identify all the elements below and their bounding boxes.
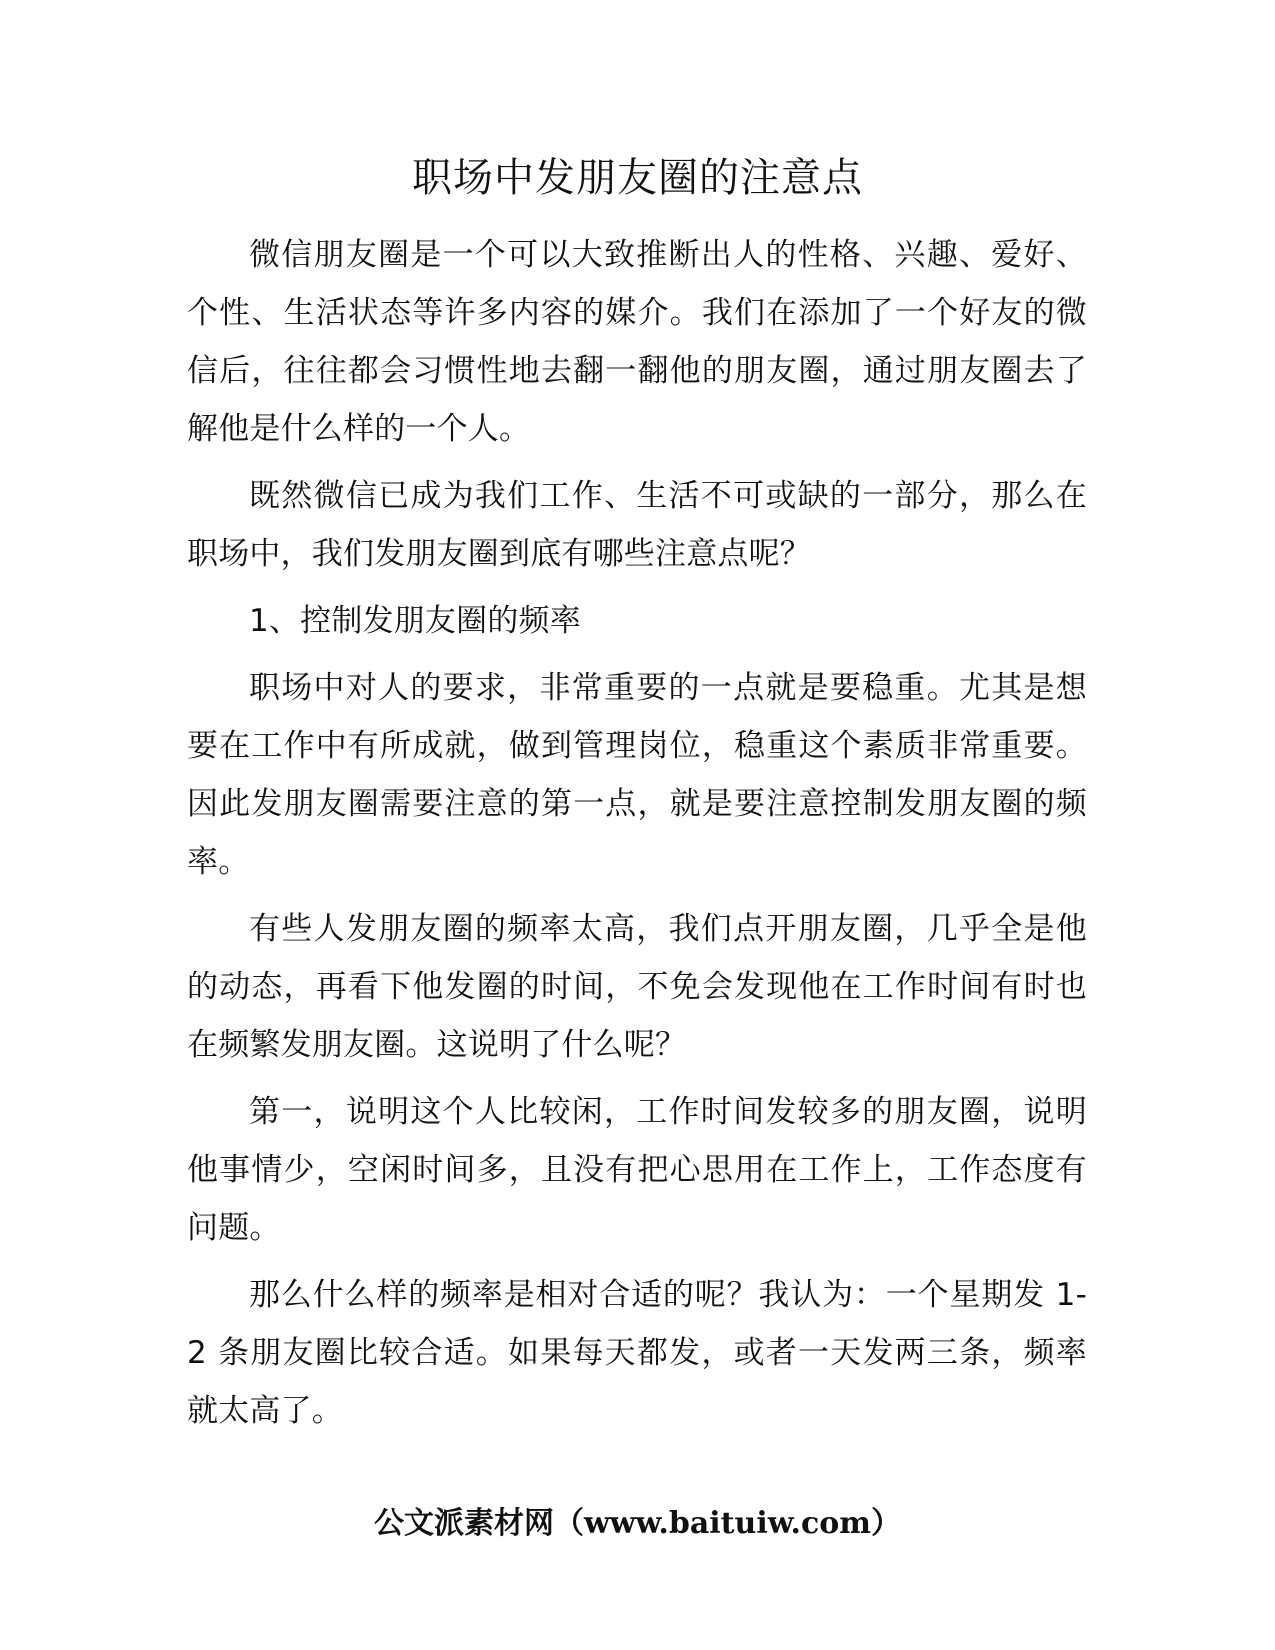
document-body bbox=[187, 226, 1087, 1449]
paragraph-steadiness: 职场中对人的要求，非常重要的一点就是要稳重。尤其是想要在工作中有所成就，做到管理岗位，稳重这个素质非常重要。因此发朋友圈需要注意的第一点，就是要注意控制发朋友圈的频率。 bbox=[187, 670, 1087, 880]
paragraph-intro: 微信朋友圈是一个可以大致推断出人的性格、兴趣、爱好、个性、生活状态等许多内容的媒介。我们在添加了一个好友的微信后，往往都会习惯性地去翻一翻他的朋友圈，通过朋友圈去了解他是什么样的一个人。 bbox=[187, 237, 1087, 447]
paragraph-first-point: 第一，说明这个人比较闲，工作时间发较多的朋友圈，说明他事情少，空闲时间多，且没有把心思用在工作上，工作态度有问题。 bbox=[187, 1094, 1087, 1246]
section-heading-1: 1、控制发朋友圈的频率 bbox=[249, 603, 581, 639]
paragraph-high-frequency: 有些人发朋友圈的频率太高，我们点开朋友圈，几乎全是他的动态，再看下他发圈的时间，不免会发现他在工作时间有时也在频繁发朋友圈。这说明了什么呢？ bbox=[187, 911, 1087, 1063]
paragraph-question: 既然微信已成为我们工作、生活不可或缺的一部分，那么在职场中，我们发朋友圈到底有哪些注意点呢？ bbox=[187, 478, 1087, 572]
document-title: 职场中发朋友圈的注意点 bbox=[412, 155, 863, 201]
page-footer: 公文派素材网（www.baituiw.com） bbox=[373, 1506, 902, 1541]
paragraph-suitable-frequency: 那么什么样的频率是相对合适的呢？我认为：一个星期发 1-2 条朋友圈比较合适。如果每天都发，或者一天发两三条，频率就太高了。 bbox=[187, 1277, 1087, 1429]
